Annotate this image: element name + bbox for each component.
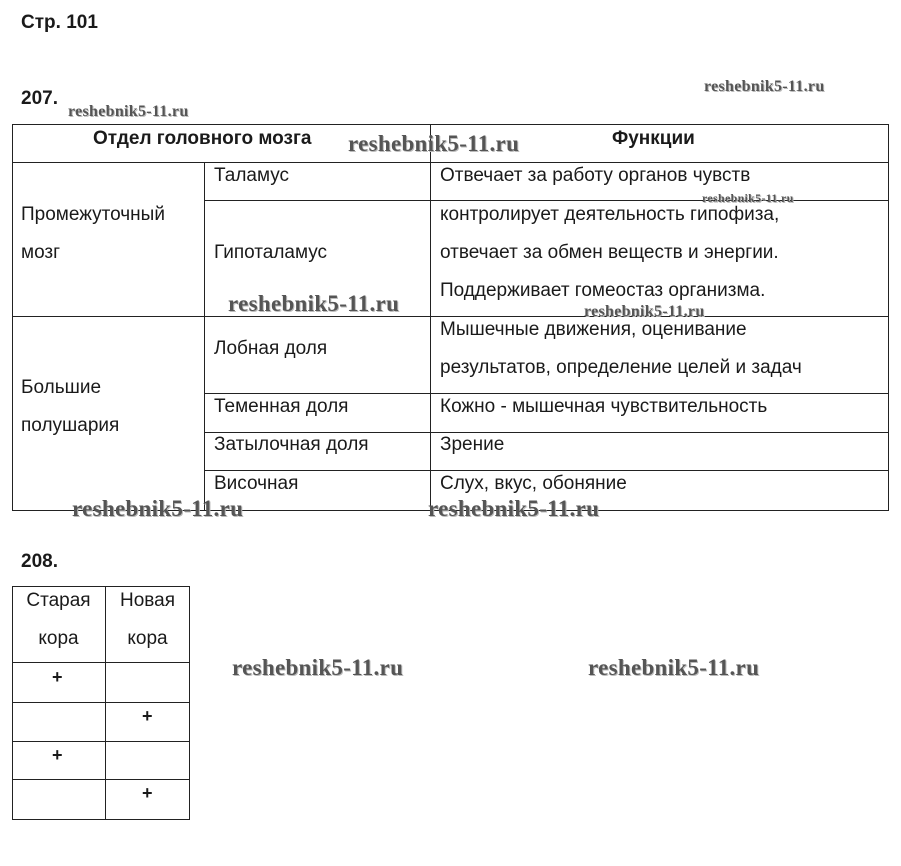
watermark: reshebnik5-11.ru [228,291,400,316]
watermark: reshebnik5-11.ru [584,303,705,320]
watermark: reshebnik5-11.ru [232,655,404,680]
watermark: reshebnik5-11.ru [72,496,244,521]
function-frontal: Мышечные движения, оценивание результатов, определение целей и задач [440,319,802,378]
watermark: reshebnik5-11.ru [428,496,600,521]
function-thalamus: Отвечает за работу органов чувств [440,165,751,186]
function-hypothalamus: контролирует деятельность гипофиза, отвечает за обмен веществ и энергии. Поддерживает гомеостаз организма. [440,204,780,301]
function-parietal: Кожно - мышечная чувствительность [440,396,768,417]
header-old-cortex: Старая кора [26,590,91,649]
group-diencephalon: Промежуточный мозг [21,204,165,263]
function-occipital: Зрение [440,434,505,455]
subpart-thalamus: Таламус [214,165,290,186]
watermark: reshebnik5-11.ru [348,131,520,156]
function-temporal: Слух, вкус, обоняние [440,473,627,494]
mark-row2-new: + [142,706,153,726]
watermark: reshebnik5-11.ru [68,103,189,120]
subpart-parietal: Теменная доля [214,396,349,417]
task-208-number: 208. [21,551,58,572]
page-label: Стр. 101 [21,12,98,33]
task-207-number: 207. [21,88,58,109]
header-functions: Функции [612,128,695,149]
watermark: reshebnik5-11.ru [702,191,794,205]
subpart-occipital: Затылочная доля [214,434,369,455]
mark-row1-old: + [52,667,63,687]
group-hemispheres: Большие полушария [21,377,120,436]
watermark: reshebnik5-11.ru [588,655,760,680]
subpart-frontal: Лобная доля [214,338,328,359]
watermark: reshebnik5-11.ru [704,78,825,95]
mark-row4-new: + [142,783,153,803]
subpart-hypothalamus: Гипоталамус [214,242,328,263]
header-new-cortex: Новая кора [119,590,176,649]
subpart-temporal: Височная [214,473,299,494]
header-part: Отдел головного мозга [93,128,312,149]
mark-row3-old: + [52,745,63,765]
